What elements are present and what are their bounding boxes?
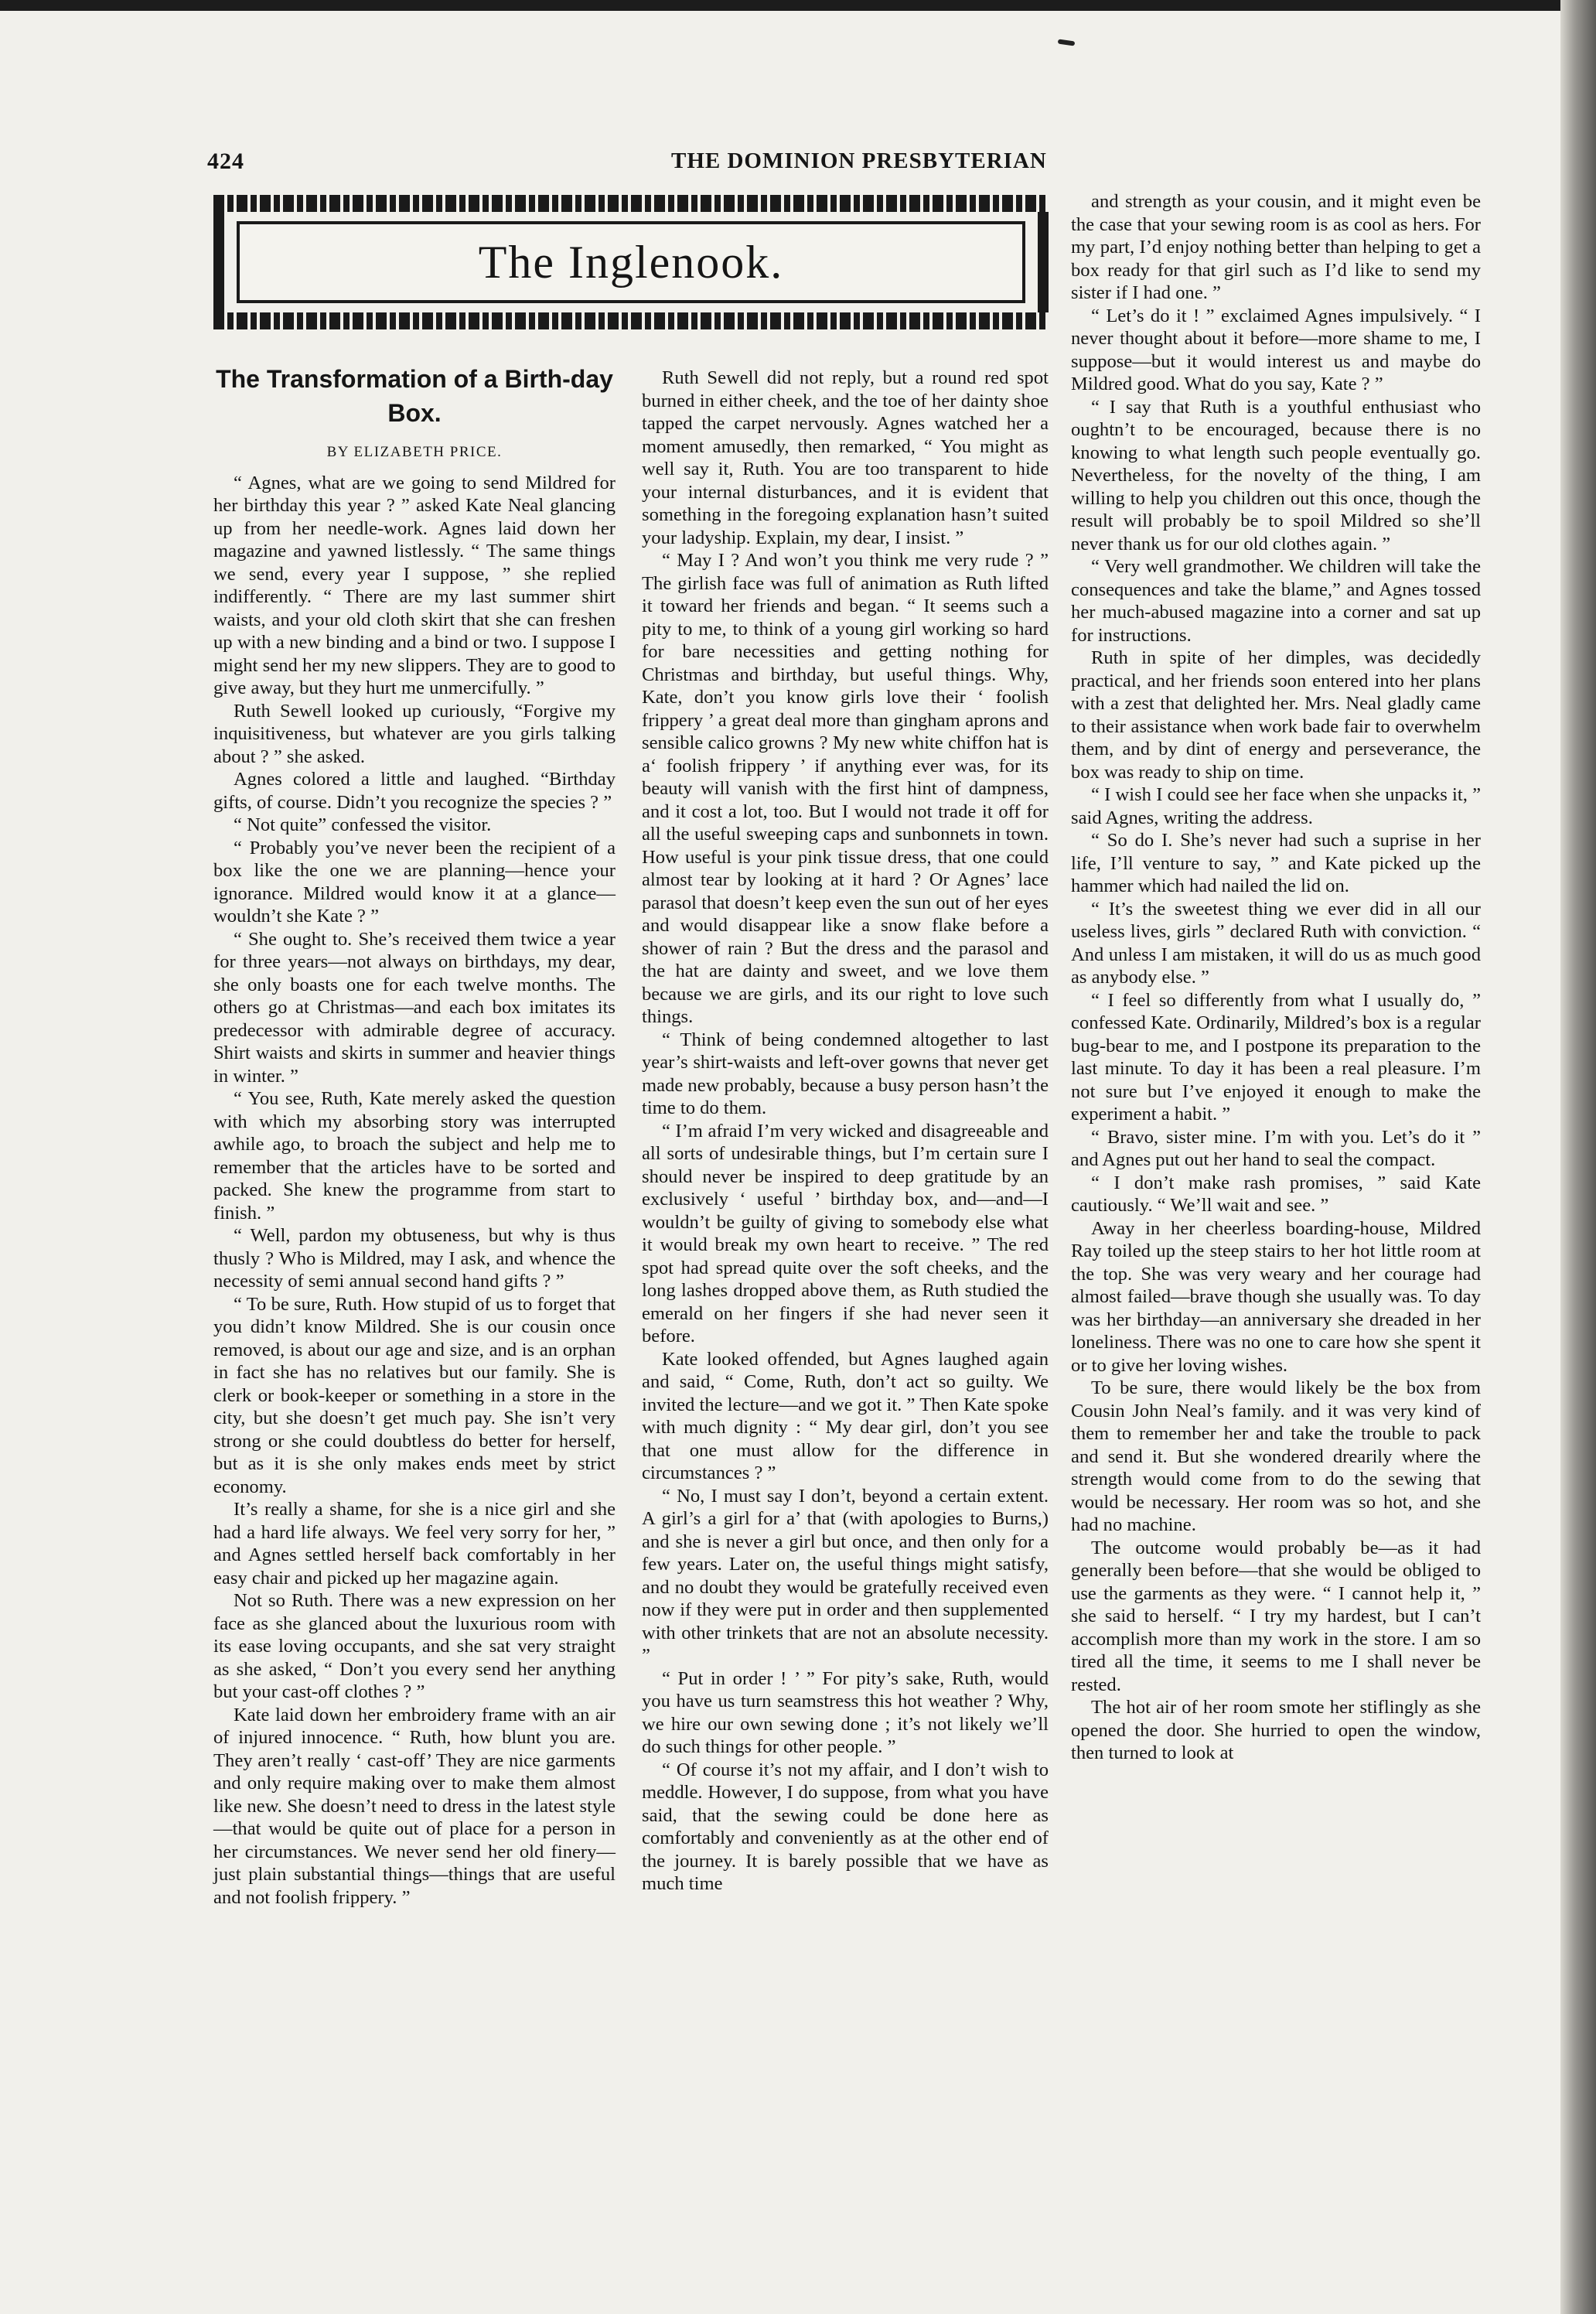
paragraph: “ Think of being condemned altogether to last year’s shirt-waists and left-over gowns that never get made new probably, because a busy person hasn’t the time to do them. (642, 1029, 1049, 1118)
paragraph: Ruth Sewell looked up curiously, “Forgive my inquisitiveness, but whatever are you girls talking about ? ” she asked. (213, 700, 616, 767)
running-head (207, 148, 1054, 179)
paragraph: “ Probably you’ve never been the recipient of a box like the one we are planning—hence your ignorance. Mildred would know it at a glance—wouldn’t she Kate ? ” (213, 837, 616, 927)
paragraph: Away in her cheerless boarding-house, Mildred Ray toiled up the steep stairs to her hot little room at the top. She was very weary and her courage had almost failed—brave though she usually was. To day was her birthday—an anniversary she dreaded in her loneliness. There was no one to care how she spent it or to give her loving wishes. (1071, 1217, 1481, 1376)
paragraph: “ No, I must say I don’t, beyond a certain extent. A girl’s a girl for a’ that (with apologies to Burns,) and she is never a girl but once, and then only for a few years. Later on, the useful things might satisfy, and no doubt they would be gratefully received even now if they were put in order and then supplemented with other trinkets that are not an absolute necessity. ” (642, 1485, 1049, 1666)
column-1-body (213, 472, 616, 1910)
article-byline: BY ELIZABETH PRICE. (326, 444, 503, 460)
scan-right-edge (1560, 0, 1596, 2314)
paragraph: The outcome would probably be—as it had generally been before—that she would be obliged to use the garments as they were. “ I cannot help it, ” she said to herself. “ I try my hardest, but I can’t accomplish more than my work in the store. I am so tired all the time, it seems to me I shall never be rested. (1071, 1537, 1481, 1695)
article-title: The Transformation of a Birth-day Box. (216, 365, 613, 427)
journal-title: THE DOMINION PRESBYTERIAN (671, 148, 1047, 173)
paragraph: The hot air of her room smote her stiflingly as she opened the door. She hurried to open the window, then turned to look at (1071, 1697, 1481, 1763)
paragraph: “ Of course it’s not my affair, and I don’t wish to meddle. However, I do suppose, from what you have said, that the sewing could be done here as comfortably and conveniently as at the other end of the journey. It is barely possible that we have as much time (642, 1759, 1049, 1894)
paragraph: and strength as your cousin, and it might even be the case that your sewing room is as cool as hers. For my part, I’d enjoy nothing better than helping to get a box ready for that girl such as I’d like to send my sister if I had one. ” (1071, 191, 1481, 303)
ornament-top (213, 195, 1049, 212)
paragraph: “ I wish I could see her face when she unpacks it, ” said Agnes, writing the address. (1071, 784, 1481, 828)
paragraph: “ Bravo, sister mine. I’m with you. Let’s do it ” and Agnes put out her hand to seal the compact. (1071, 1126, 1481, 1170)
section-banner (213, 195, 1049, 329)
column-3-body (1071, 190, 1481, 1765)
paragraph: “ I’m afraid I’m very wicked and disagreeable and all sorts of undesirable things, but I’m certain sure I should never be inspired to deep gratitude by an exclusively ‘ useful ’ birthday box, and—and—I wouldn’t be guilty of giving to somebody else what it would break my own heart to receive. ” The red spot had spread quite over the soft cheeks, and the long lashes dropped above them, as Ruth studied the emerald on her fingers if she had never seen it before. (642, 1120, 1049, 1346)
paragraph: “ Not quite” confessed the visitor. (234, 814, 492, 835)
paragraph: “ I feel so differently from what I usually do, ” confessed Kate. Ordinarily, Mildred’s box is a regular bug-bear to me, and I postpone its preparation to the last minute. To day it has been a real pleasure. I’m not sure but I’ve enjoyed it enough to make the experiment a habit. ” (1071, 989, 1481, 1125)
column-3 (1071, 190, 1481, 1765)
paragraph: “ Agnes, what are we going to send Mildred for her birthday this year ? ” asked Kate Neal glancing up from her needle-work. Agnes laid down her magazine and yawned listlessly. “ The same things we send, every year I suppose, ” she replied indifferently. “ There are my last summer shirt waists, and your old cloth skirt that she can freshen up with a new binding and a bind or two. I suppose I might send her my new slippers. They are to good to give away, but they hurt me unmercifully. ” (213, 472, 616, 698)
column-1 (213, 362, 616, 1909)
paragraph: “ Well, pardon my obtuseness, but why is thus thusly ? Who is Mildred, may I ask, and whence the necessity of semi annual second hand gifts ? ” (213, 1225, 616, 1292)
paragraph: “ I say that Ruth is a youthful enthusiast who oughtn’t to be encouraged, because there is no knowing to what length such people eventually go. Nevertheless, for the novelty of the thing, I am willing to help you children out this once, though the result will probably be to spoil Mildred so she’ll never thank us for our old clothes again. ” (1071, 396, 1481, 555)
paragraph: Ruth in spite of her dimples, was decidedly practical, and her friends soon entered into her plans with a zest that delighted her. Mrs. Neal gladly came to their assistance when work bade fair to overwhelm them, and by dint of energy and perseverance, the box was ready to ship on time. (1071, 647, 1481, 783)
paragraph: “ It’s the sweetest thing we ever did in all our useless lives, girls ” declared Ruth with conviction. “ And unless I am mistaken, it will do us as much good as anybody else. ” (1071, 898, 1481, 988)
column-2-body (642, 367, 1049, 1896)
paragraph: Agnes colored a little and laughed. “Birthday gifts, of course. Didn’t you recognize the species ? ” (213, 769, 616, 813)
paragraph: Not so Ruth. There was a new expression on her face as she glanced about the luxurious room with its ease loving occupants, and she sat very straight as she asked, “ Don’t you every send her anything but your cast-off clothes ? ” (213, 1590, 616, 1702)
paragraph: Ruth Sewell did not reply, but a round red spot burned in either cheek, and the toe of her dainty shoe tapped the carpet nervously. Agnes watched her a moment amusedly, then remarked, “ You might as well say it, Ruth. You are too transparent to hide your internal disturbances, and it is evident that something in the foregoing explanation hasn’t suited your ladyship. Explain, my dear, I insist. ” (642, 367, 1049, 548)
paragraph: “ She ought to. She’s received them twice a year for three years—not always on birthdays, my dear, she only boasts one for each twelve months. The others go at Christmas—and each box imitates its predecessor with admirable degree of accuracy. Shirt waists and skirts in summer and heavier things in winter. ” (213, 928, 616, 1087)
paragraph: Kate looked offended, but Agnes laughed again and said, “ Come, Ruth, don’t act so guilty. We invited the lecture—and we got it. ” Then Kate spoke with much dignity : “ My dear girl, don’t you see that one must allow for the difference in circumstances ? ” (642, 1348, 1049, 1483)
paragraph: “ To be sure, Ruth. How stupid of us to forget that you didn’t know Mildred. She is our cousin once removed, is about our age and size, and is an orphan in fact she has no relatives but our family. She is clerk or book-keeper or something in a store in the city, but she doesn’t get much pay. She isn’t very strong or she could doubtless do better for herself, but as it is she only makes ends meet by strict economy. (213, 1293, 616, 1497)
scan-top-edge (0, 0, 1596, 11)
paragraph: “ I don’t make rash promises, ” said Kate cautiously. “ We’ll wait and see. ” (1071, 1172, 1481, 1216)
paragraph: It’s really a shame, for she is a nice girl and she had a hard life always. We feel very sorry for her, ” and Agnes settled herself back comfortably in her easy chair and picked up her magazine again. (213, 1499, 616, 1589)
paragraph: “ So do I. She’s never had such a suprise in her life, I’ll venture to say, ” and Kate picked up the hammer which had nailed the lid on. (1071, 830, 1481, 896)
paragraph: “ Very well grandmother. We children will take the consequences and take the blame,” and Agnes tossed her much-abused magazine into a corner and sat up for instructions. (1071, 556, 1481, 646)
paragraph: To be sure, there would likely be the box from Cousin John Neal’s family. and it was very kind of them to remember her and take the trouble to pack and send it. But she wondered drearily where the strength would come from to do the sewing that would be necessary. Her room was so hot, and she had no machine. (1071, 1377, 1481, 1535)
paragraph: “ May I ? And won’t you think me very rude ? ” The girlish face was full of animation as Ruth lifted it toward her friends and began. “ It seems such a pity to me, to think of a young girl working so hard for bare necessities and getting nothing for Christmas and birthday, but useful things. Why, Kate, don’t you know girls love their ‘ foolish frippery ’ a great deal more than gingham aprons and sensible calico growns ? My new white chiffon hat is a‘ foolish frippery ’ if anything ever was, for its beauty will vanish with the first hint of dampness, and it cost a lot, too. But I would not trade it off for all the useful sweeping caps and sunbonnets in town. How useful is your pink tissue dress, that one could almost tear by looking at it hard ? Or Agnes’ lace parasol that doesn’t keep even the sun out of her eyes and would disappear like a snow flake before a shower of rain ? But the dress and the parasol and the hat are dainty and sweet, and we love them because we are girls, and its our right to love such things. (642, 550, 1049, 1027)
section-title: The Inglenook. (478, 237, 784, 288)
paragraph: “ Let’s do it ! ” exclaimed Agnes impulsively. “ I never thought about it before—more shame to me, I suppose—but it would interest us and maybe do Mildred good. What do you say, Kate ? ” (1071, 305, 1481, 394)
paragraph: Kate laid down her embroidery frame with an air of injured innocence. “ Ruth, how blunt you are. They aren’t really ‘ cast-off’ They are nice garments and only require making over to make them almost like new. She doesn’t need to dress in the latest style—that would be quite out of place for a person in her circumstances. We never send her old finery—just plain substantial things—things that are useful and not foolish frippery. ” (213, 1704, 616, 1908)
ornament-bottom (213, 312, 1049, 329)
column-2 (642, 367, 1049, 1896)
scan-mark (1058, 39, 1076, 46)
paragraph: “ Put in order ! ’ ” For pity’s sake, Ruth, would you have us turn seamstress this hot weather ? Why, we hire our own sewing done ; it’s not likely we’ll do such things for other people. ” (642, 1667, 1049, 1757)
paragraph: “ You see, Ruth, Kate merely asked the question with which my absorbing story was interrupted awhile ago, to broach the subject and help me to remember that the articles have to be sorted and packed. She knew the programme from start to finish. ” (213, 1088, 616, 1224)
page-number: 424 (207, 148, 244, 174)
